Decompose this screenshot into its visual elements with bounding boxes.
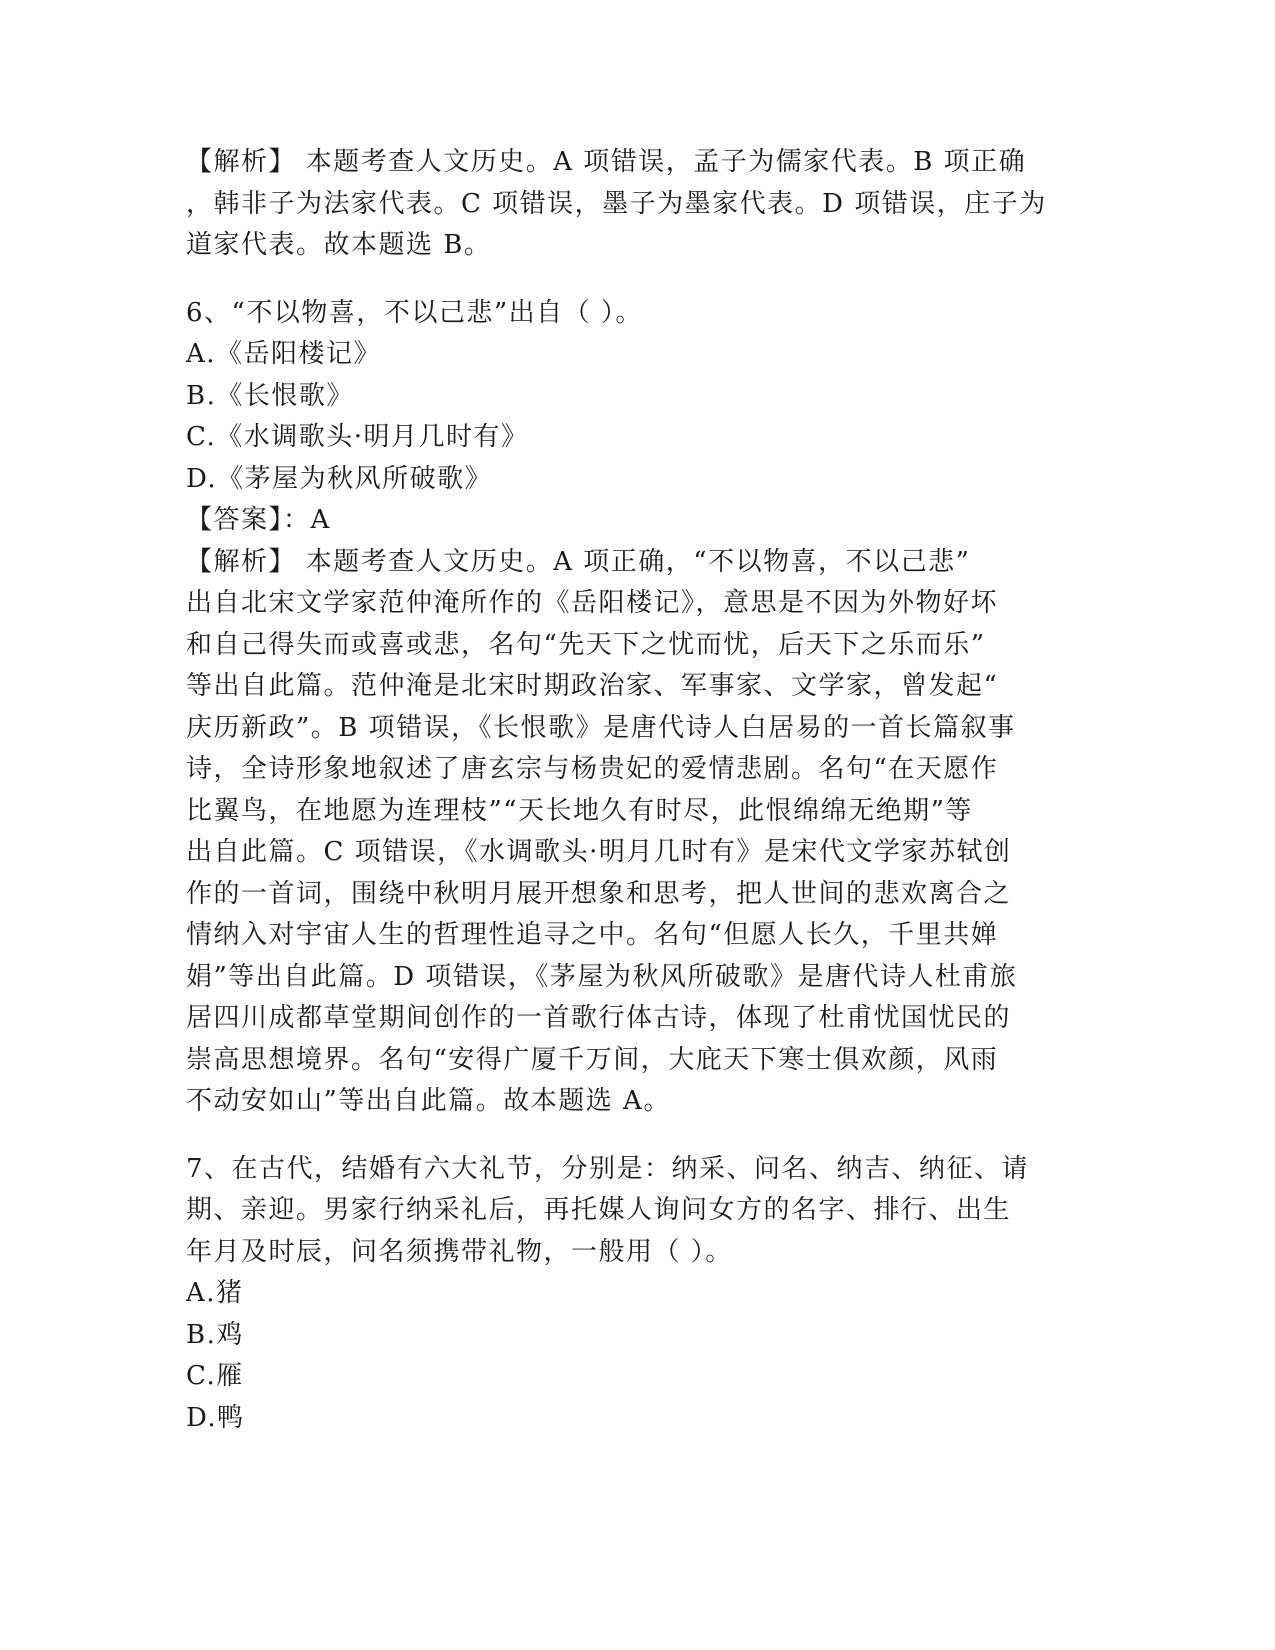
document-page <box>186 142 1086 1439</box>
analysis-line: 娟”等出自此篇。D 项错误，《茅屋为秋风所破歌》是唐代诗人杜甫旅 <box>186 961 1018 992</box>
analysis-line: 【解析】 本题考查人文历史。A 项正确，“不以物喜，不以己悲” <box>186 546 971 577</box>
analysis-block-q5 <box>186 142 1086 267</box>
question-7-option-d: D.鸭 <box>186 1402 245 1433</box>
question-7-text: 7、在古代，结婚有六大礼节，分别是：纳采、问名、纳吉、纳征、请 <box>186 1153 1030 1184</box>
analysis-line: 不动安如山”等出自此篇。故本题选 A。 <box>186 1086 671 1116</box>
question-6-analysis <box>186 542 1086 1123</box>
analysis-line: 崇高思想境界。名句“安得广厦千万间，大庇天下寒士俱欢颜，风雨 <box>186 1044 999 1075</box>
analysis-line: 【解析】 本题考查人文历史。A 项错误，孟子为儒家代表。B 项正确 <box>186 147 1027 177</box>
analysis-line: 比翼鸟，在地愿为连理枝”“天长地久有时尽，此恨绵绵无绝期”等 <box>186 795 973 826</box>
analysis-line: 等出自此篇。范仲淹是北宋时期政治家、军事家、文学家，曾发起“ <box>186 671 999 701</box>
analysis-line: ，韩非子为法家代表。C 项错误，墨子为墨家代表。D 项错误，庄子为 <box>186 188 1047 219</box>
analysis-line: 诗，全诗形象地叙述了唐玄宗与杨贵妃的爱情悲剧。名句“在天愿作 <box>186 754 999 784</box>
question-6 <box>186 293 1086 1123</box>
spacer <box>186 1123 1086 1149</box>
question-7 <box>186 1149 1086 1440</box>
analysis-line: 出自北宋文学家范仲淹所作的《岳阳楼记》，意思是不因为外物好坏 <box>186 588 999 618</box>
question-7-option-b: B.鸡 <box>186 1319 244 1350</box>
question-6-answer: 【答案】：A <box>186 505 331 535</box>
analysis-line: 作的一首词，围绕中秋明月展开想象和思考，把人世间的悲欢离合之 <box>186 878 1012 909</box>
question-7-option-a: A.猪 <box>186 1278 244 1308</box>
spacer <box>186 267 1086 293</box>
analysis-line: 居四川成都草堂期间创作的一首歌行体古诗，体现了杜甫忧国忧民的 <box>186 1003 1012 1033</box>
question-7-text: 期、亲迎。男家行纳采礼后，再托媒人询问女方的名字、排行、出生 <box>186 1195 1012 1225</box>
question-6-option-a: A.《岳阳楼记》 <box>186 339 382 369</box>
question-6-option-c: C.《水调歌头·明月几时有》 <box>186 422 529 452</box>
question-6-option-b: B.《长恨歌》 <box>186 380 354 411</box>
question-6-text: 6、“不以物喜，不以己悲”出自（ ）。 <box>186 297 643 328</box>
analysis-line: 道家代表。故本题选 B。 <box>186 230 492 260</box>
question-7-text: 年月及时辰，问名须携带礼物，一般用（ ）。 <box>186 1236 733 1267</box>
question-6-option-d: D.《茅屋为秋风所破歌》 <box>186 463 493 494</box>
analysis-line: 和自己得失而或喜或悲，名句“先天下之忧而忧，后天下之乐而乐” <box>186 629 986 660</box>
question-7-option-c: C.雁 <box>186 1361 244 1391</box>
analysis-line: 出自此篇。C 项错误，《水调歌头·明月几时有》是宋代文学家苏轼创 <box>186 837 1012 867</box>
analysis-line: 情纳入对宇宙人生的哲理性追寻之中。名句“但愿人长久，千里共婵 <box>186 920 999 950</box>
analysis-line: 庆历新政”。B 项错误，《长恨歌》是唐代诗人白居易的一首长篇叙事 <box>186 712 1016 743</box>
